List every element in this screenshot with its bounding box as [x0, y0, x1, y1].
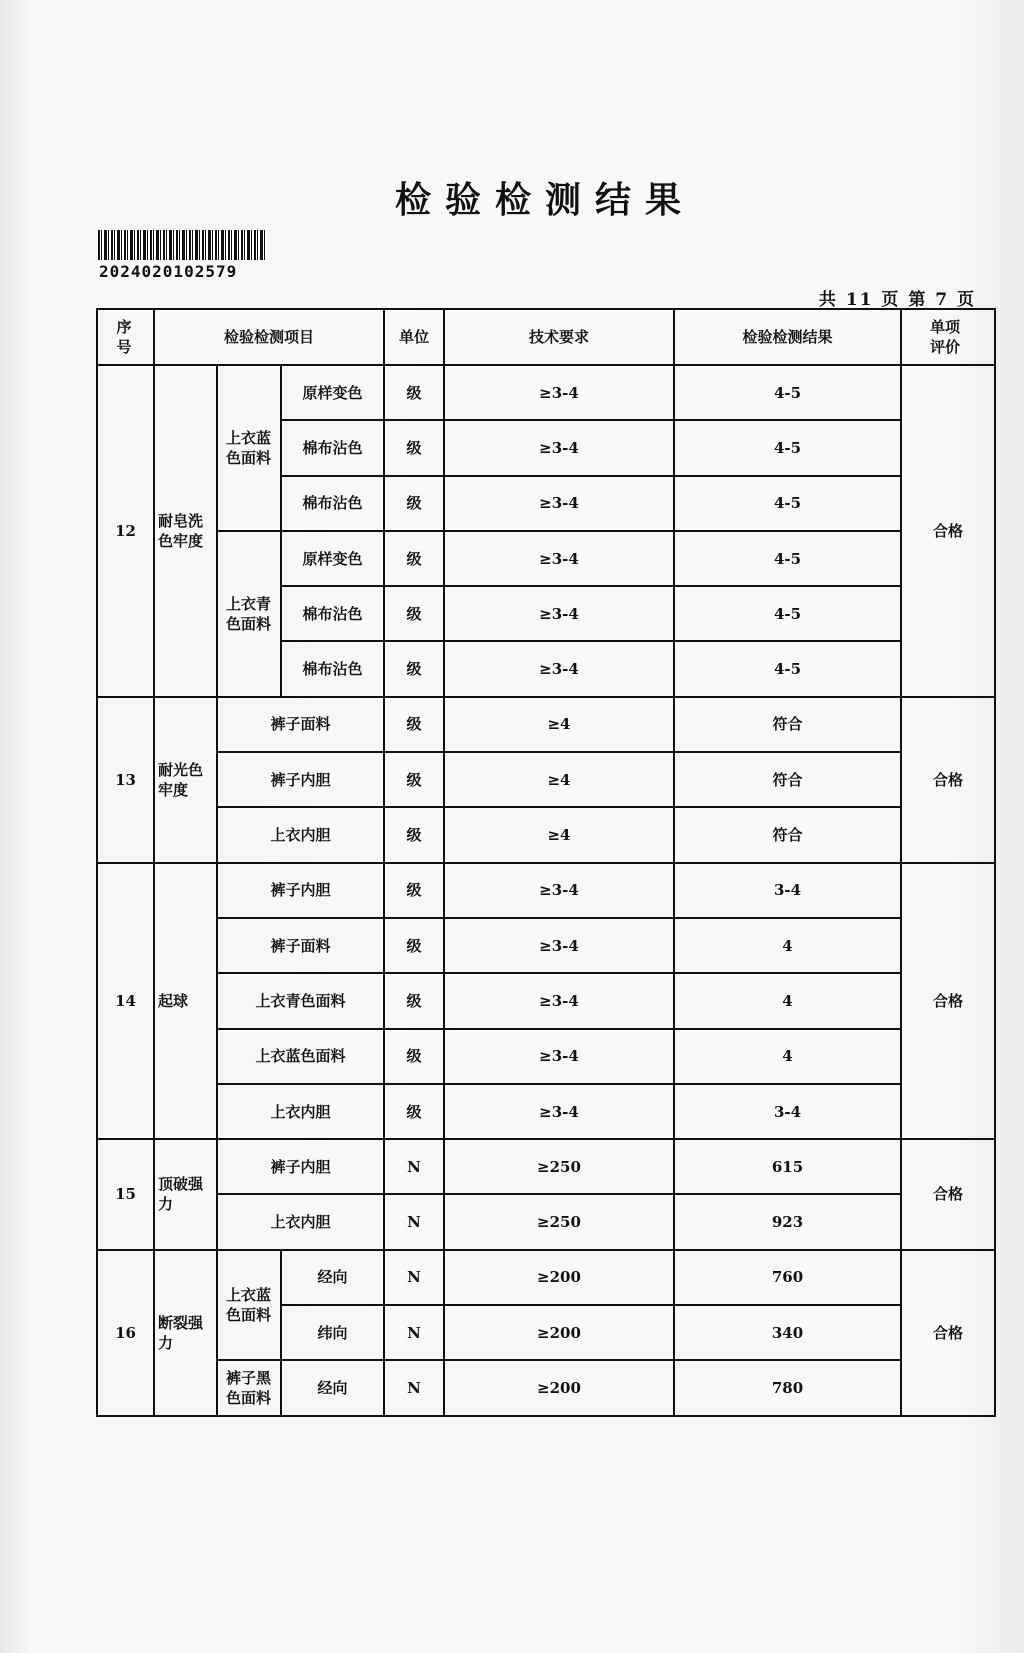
- subgroup-cell: 上衣青色面料: [217, 531, 281, 697]
- requirement-cell: ≥3-4: [444, 586, 674, 641]
- subitem-cell: 上衣内胆: [217, 807, 384, 862]
- unit-cell: N: [384, 1250, 444, 1305]
- table-row: [97, 918, 995, 973]
- unit-cell: 级: [384, 752, 444, 807]
- table-row: [97, 697, 995, 752]
- subitem-cell: 裤子面料: [217, 918, 384, 973]
- evaluation-cell: 合格: [901, 1139, 995, 1250]
- table-row: [97, 807, 995, 862]
- table-row: [97, 1029, 995, 1084]
- unit-cell: 级: [384, 641, 444, 696]
- result-cell: 4-5: [674, 420, 901, 475]
- unit-cell: N: [384, 1139, 444, 1194]
- subitem-cell: 原样变色: [281, 365, 384, 420]
- evaluation-cell: 合格: [901, 863, 995, 1139]
- unit-cell: N: [384, 1360, 444, 1415]
- unit-cell: 级: [384, 1084, 444, 1139]
- seq-cell: 16: [97, 1250, 154, 1416]
- requirement-cell: ≥3-4: [444, 1084, 674, 1139]
- result-cell: 4: [674, 1029, 901, 1084]
- result-cell: 4-5: [674, 365, 901, 420]
- item-cell: 耐皂洗色牢度: [154, 365, 217, 697]
- table-row: [97, 1360, 995, 1415]
- table-row: [97, 365, 995, 420]
- result-cell: 4-5: [674, 641, 901, 696]
- header-evaluation: 单项评价: [901, 309, 995, 365]
- result-cell: 3-4: [674, 863, 901, 918]
- result-cell: 923: [674, 1194, 901, 1249]
- results-table: [96, 308, 996, 1417]
- subitem-cell: 上衣青色面料: [217, 973, 384, 1028]
- unit-cell: 级: [384, 420, 444, 475]
- requirement-cell: ≥3-4: [444, 863, 674, 918]
- table-row: [97, 973, 995, 1028]
- unit-cell: 级: [384, 863, 444, 918]
- seq-cell: 13: [97, 697, 154, 863]
- requirement-cell: ≥3-4: [444, 365, 674, 420]
- page-title: 检验检测结果: [394, 180, 695, 221]
- unit-cell: 级: [384, 365, 444, 420]
- unit-cell: 级: [384, 973, 444, 1028]
- requirement-cell: ≥200: [444, 1360, 674, 1415]
- subitem-cell: 上衣内胆: [217, 1084, 384, 1139]
- subitem-cell: 原样变色: [281, 531, 384, 586]
- seq-cell: 14: [97, 863, 154, 1139]
- result-cell: 符合: [674, 752, 901, 807]
- item-cell: 顶破强力: [154, 1139, 217, 1250]
- result-cell: 符合: [674, 807, 901, 862]
- result-cell: 3-4: [674, 1084, 901, 1139]
- evaluation-cell: 合格: [901, 1250, 995, 1416]
- result-cell: 760: [674, 1250, 901, 1305]
- requirement-cell: ≥4: [444, 752, 674, 807]
- subgroup-cell: 上衣蓝色面料: [217, 1250, 281, 1361]
- item-cell: 耐光色牢度: [154, 697, 217, 863]
- table-row: [97, 752, 995, 807]
- requirement-cell: ≥3-4: [444, 641, 674, 696]
- unit-cell: 级: [384, 918, 444, 973]
- header-seq: 序号: [97, 309, 154, 365]
- unit-cell: 级: [384, 807, 444, 862]
- requirement-cell: ≥4: [444, 697, 674, 752]
- subitem-cell: 棉布沾色: [281, 586, 384, 641]
- subitem-cell: 裤子内胆: [217, 863, 384, 918]
- header-item: 检验检测项目: [154, 309, 384, 365]
- subitem-cell: 棉布沾色: [281, 420, 384, 475]
- barcode-image: [98, 230, 266, 260]
- requirement-cell: ≥250: [444, 1139, 674, 1194]
- requirement-cell: ≥3-4: [444, 918, 674, 973]
- subitem-cell: 上衣蓝色面料: [217, 1029, 384, 1084]
- requirement-cell: ≥250: [444, 1194, 674, 1249]
- subitem-cell: 经向: [281, 1250, 384, 1305]
- evaluation-cell: 合格: [901, 697, 995, 863]
- requirement-cell: ≥200: [444, 1305, 674, 1360]
- header-unit: 单位: [384, 309, 444, 365]
- header-requirement: 技术要求: [444, 309, 674, 365]
- subitem-cell: 上衣内胆: [217, 1194, 384, 1249]
- subgroup-cell: 上衣蓝色面料: [217, 365, 281, 531]
- unit-cell: 级: [384, 476, 444, 531]
- unit-cell: N: [384, 1305, 444, 1360]
- result-cell: 4: [674, 918, 901, 973]
- item-cell: 起球: [154, 863, 217, 1139]
- page-number-info: 共 11 页 第 7 页: [818, 290, 976, 310]
- requirement-cell: ≥4: [444, 807, 674, 862]
- subitem-cell: 经向: [281, 1360, 384, 1415]
- subgroup-cell: 裤子黑色面料: [217, 1360, 281, 1415]
- table-row: [97, 1194, 995, 1249]
- requirement-cell: ≥3-4: [444, 973, 674, 1028]
- unit-cell: N: [384, 1194, 444, 1249]
- table-row: [97, 1139, 995, 1194]
- result-cell: 4-5: [674, 476, 901, 531]
- table-row: [97, 1250, 995, 1305]
- requirement-cell: ≥3-4: [444, 476, 674, 531]
- result-cell: 780: [674, 1360, 901, 1415]
- requirement-cell: ≥3-4: [444, 531, 674, 586]
- result-cell: 4-5: [674, 531, 901, 586]
- seq-cell: 15: [97, 1139, 154, 1250]
- seq-cell: 12: [97, 365, 154, 697]
- result-cell: 615: [674, 1139, 901, 1194]
- subitem-cell: 棉布沾色: [281, 476, 384, 531]
- table-header-row: [97, 309, 995, 365]
- unit-cell: 级: [384, 531, 444, 586]
- requirement-cell: ≥3-4: [444, 420, 674, 475]
- result-cell: 4: [674, 973, 901, 1028]
- item-cell: 断裂强力: [154, 1250, 217, 1416]
- table-row: [97, 1084, 995, 1139]
- subitem-cell: 纬向: [281, 1305, 384, 1360]
- subitem-cell: 棉布沾色: [281, 641, 384, 696]
- subitem-cell: 裤子面料: [217, 697, 384, 752]
- header-result: 检验检测结果: [674, 309, 901, 365]
- evaluation-cell: 合格: [901, 365, 995, 697]
- subitem-cell: 裤子内胆: [217, 1139, 384, 1194]
- unit-cell: 级: [384, 697, 444, 752]
- barcode-number: 2024020102579: [99, 262, 238, 281]
- table-row: [97, 863, 995, 918]
- requirement-cell: ≥3-4: [444, 1029, 674, 1084]
- result-cell: 符合: [674, 697, 901, 752]
- requirement-cell: ≥200: [444, 1250, 674, 1305]
- result-cell: 340: [674, 1305, 901, 1360]
- table-row: [97, 531, 995, 586]
- unit-cell: 级: [384, 1029, 444, 1084]
- result-cell: 4-5: [674, 586, 901, 641]
- subitem-cell: 裤子内胆: [217, 752, 384, 807]
- unit-cell: 级: [384, 586, 444, 641]
